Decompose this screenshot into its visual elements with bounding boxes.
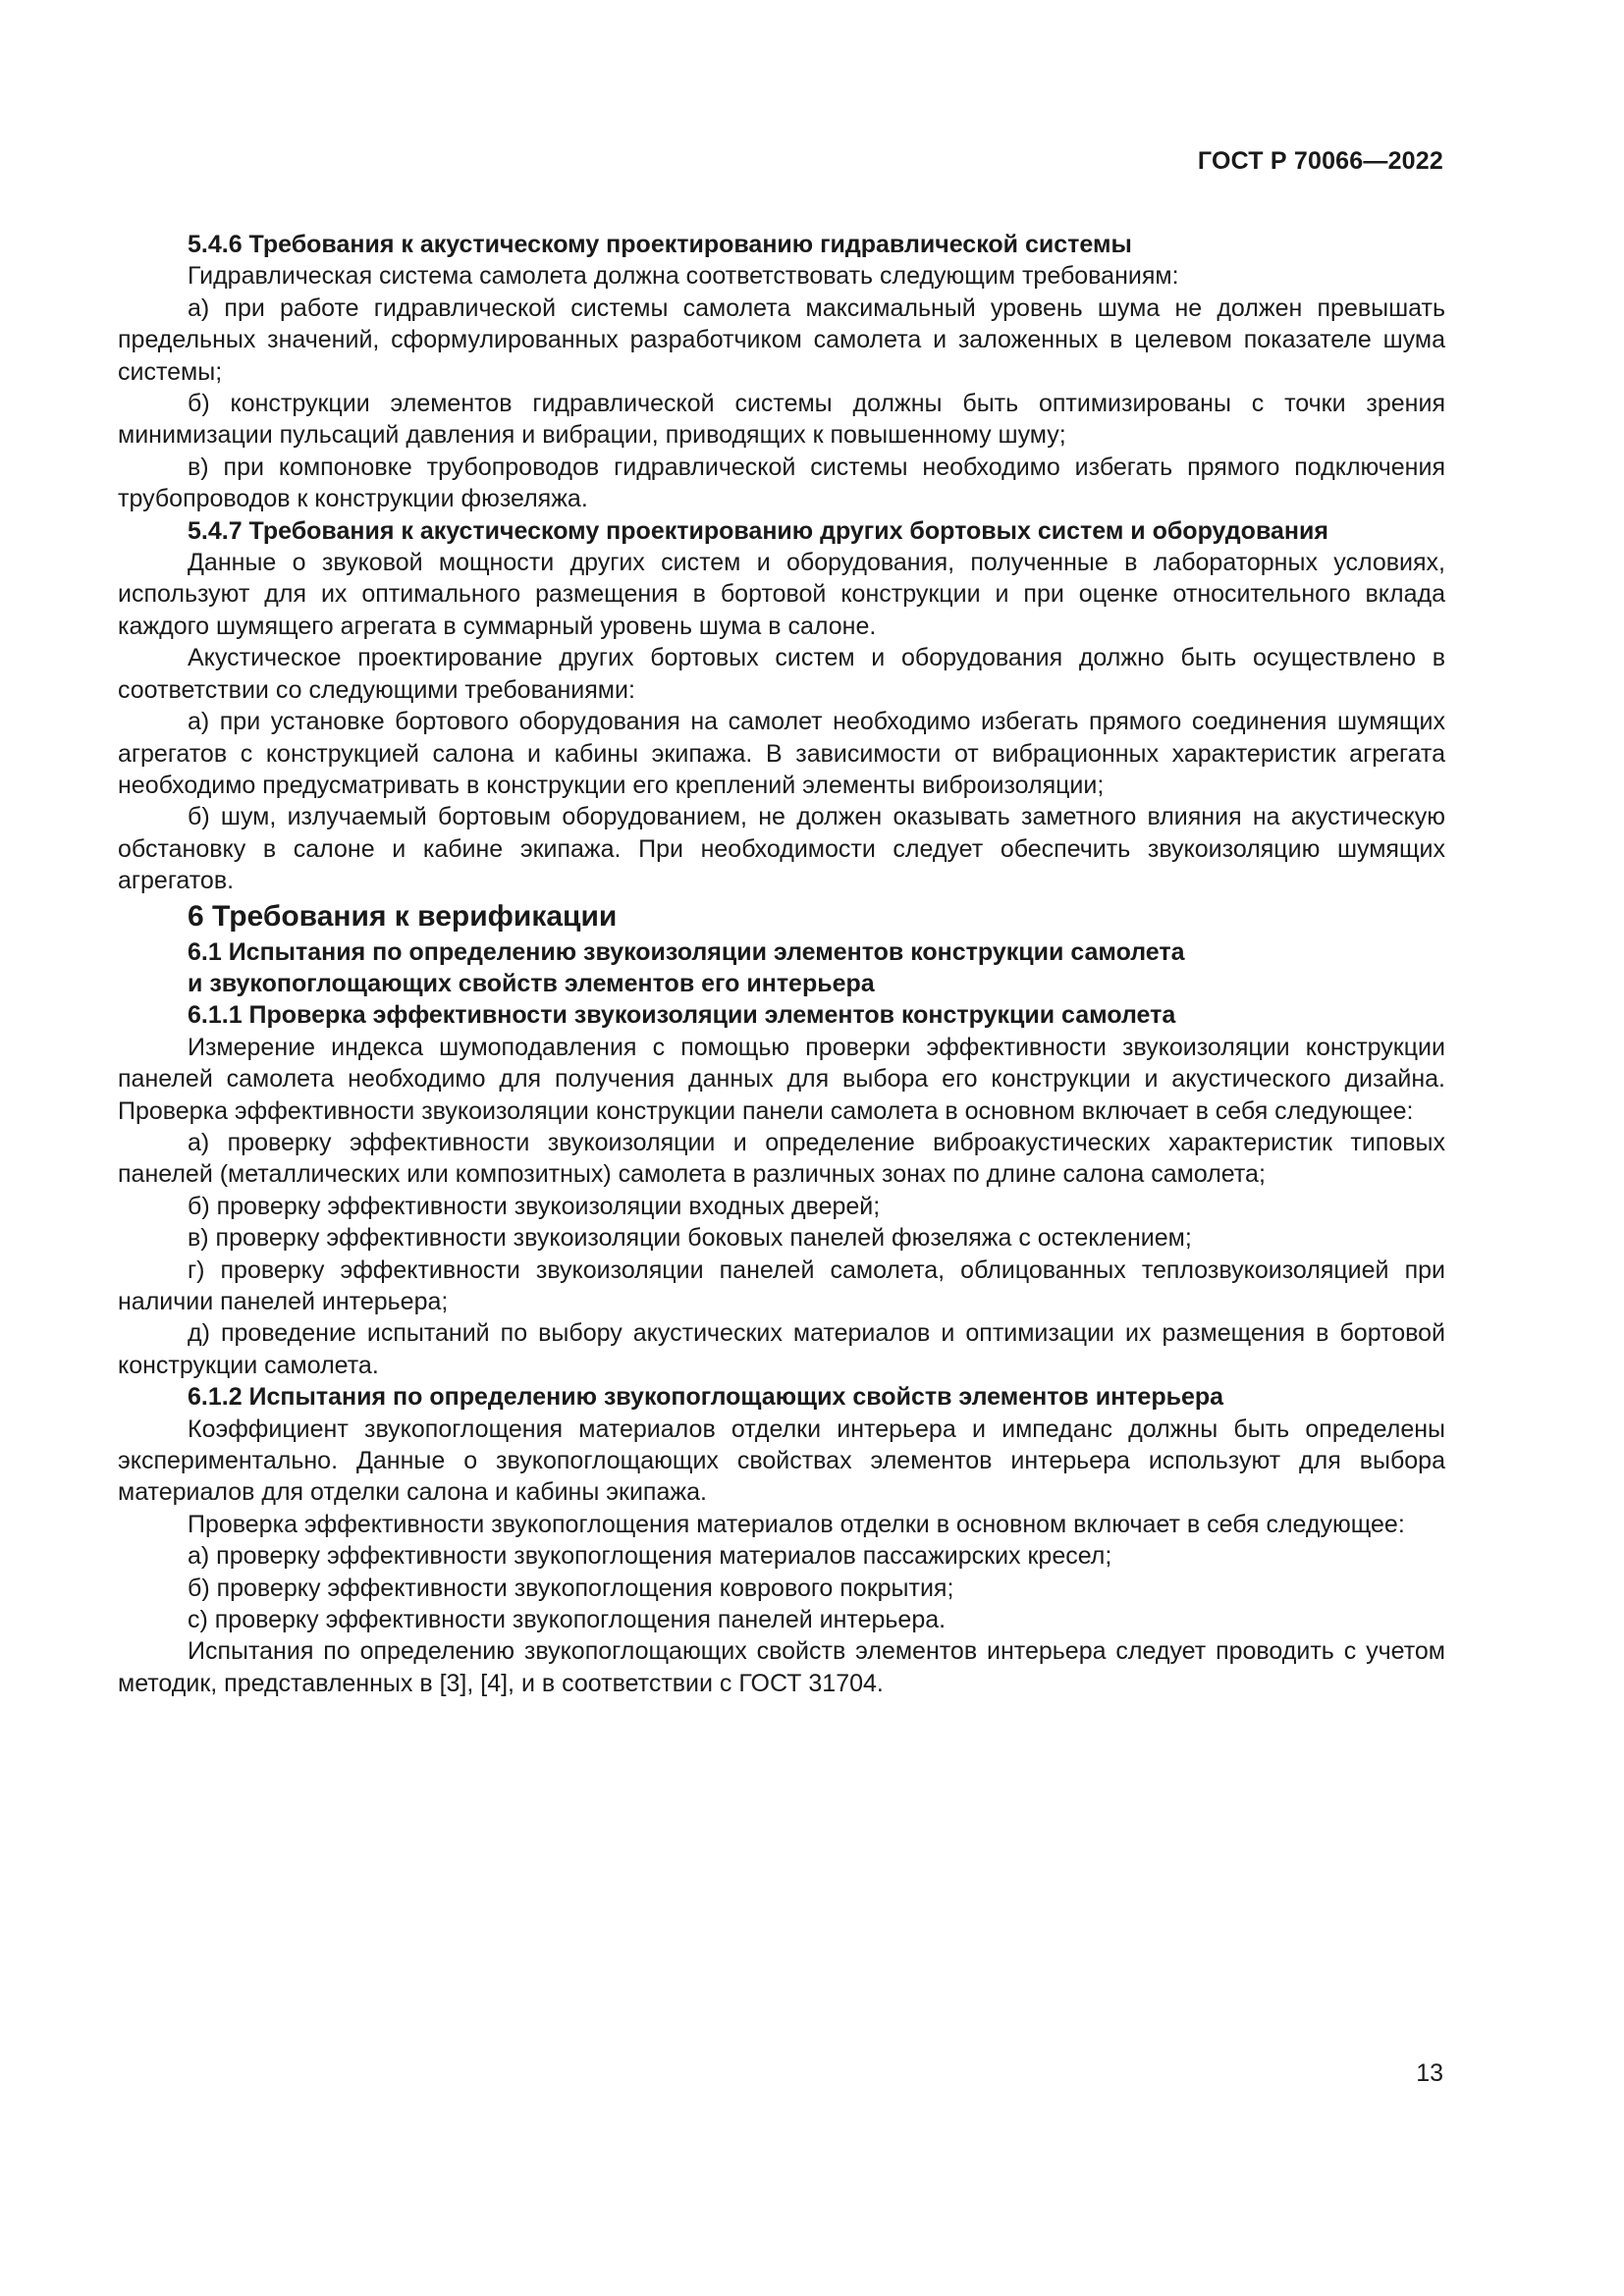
list-item: б) конструкции элементов гидравлической системы должны быть оптимизированы с точки зрения минимизации пульсаций давления и вибрации, приводящих к повышенному шуму;: [118, 390, 1445, 450]
paragraph: Гидравлическая система самолета должна соответствовать следующим требованиям:: [188, 262, 1179, 291]
list-item: в) при компоновке трубопроводов гидравлической системы необходимо избегать прямого подключения трубопроводов к конструкции фюзеляжа.: [118, 453, 1445, 513]
paragraph: Измерение индекса шумоподавления с помощью проверки эффективности звукоизоляции конструкции панелей самолета необходимо для получения данных для выбора его конструкции и акустического дизайна. Проверка эффективности звукоизоляции конструкции панели самолета в основном включает в себя следующее:: [118, 1033, 1445, 1125]
list-item: г) проверку эффективности звукоизоляции панелей самолета, облицованных теплозвукоизоляцией при наличии панелей интерьера;: [118, 1255, 1445, 1315]
page-number: 13: [1416, 2059, 1443, 2087]
heading-5-4-7: 5.4.7 Требования к акустическому проектированию других бортовых систем и оборудования: [188, 516, 1328, 545]
list-item: а) проверку эффективности звукопоглощения материалов пассажирских кресел;: [188, 1542, 1112, 1571]
list-item: а) проверку эффективности звукоизоляции и определение виброакустических характеристик типовых панелей (металлических или композитных) самолета в различных зонах по длине салона самолета;: [118, 1128, 1445, 1189]
paragraph: Данные о звуковой мощности других систем и оборудования, полученные в лабораторных условиях, используют для их оптимального размещения в бортовой конструкции и при оценке относительного вклада каждого шумящего агрегата в суммарный уровень шума в салоне.: [118, 549, 1445, 640]
heading-6-1-1: 6.1.1 Проверка эффективности звукоизоляции элементов конструкции самолета: [188, 1001, 1176, 1030]
heading-6-1-line1: 6.1 Испытания по определению звукоизоляции элементов конструкции самолета: [188, 937, 1185, 966]
paragraph: Акустическое проектирование других бортовых систем и оборудования должно быть осуществлено в соответствии со следующими требованиями:: [118, 644, 1445, 704]
list-item: б) проверку эффективности звукоизоляции входных дверей;: [188, 1192, 881, 1220]
paragraph: Коэффициент звукопоглощения материалов отделки интерьера и импеданс должны быть определены экспериментально. Данные о звукопоглощающих свойствах элементов интерьера используют для выбора материалов для отделки салона и кабины экипажа.: [118, 1415, 1445, 1507]
list-item: б) шум, излучаемый бортовым оборудованием, не должен оказывать заметного влияния на акустическую обстановку в салоне и кабине экипажа. При необходимости следует обеспечить звукоизоляцию шумящих агрегатов.: [118, 803, 1445, 895]
document-code: ГОСТ Р 70066—2022: [1197, 147, 1443, 175]
list-item: в) проверку эффективности звукоизоляции боковых панелей фюзеляжа с остеклением;: [188, 1224, 1192, 1253]
heading-5-4-6: 5.4.6 Требования к акустическому проектированию гидравлической системы: [188, 231, 1132, 258]
document-body: [118, 229, 1445, 1699]
list-item: а) при работе гидравлической системы самолета максимальный уровень шума не должен превышать предельных значений, сформулированных разработчиком самолета и заложенных в целевом показателе шума системы;: [118, 294, 1445, 386]
list-item: а) при установке бортового оборудования на самолет необходимо избегать прямого соединения шумящих агрегатов с конструкцией салона и кабины экипажа. В зависимости от вибрационных характеристик агрегата необходимо предусматривать в конструкции его креплений элементы виброизоляции;: [118, 708, 1445, 799]
heading-6-1-2: 6.1.2 Испытания по определению звукопоглощающих свойств элементов интерьера: [188, 1383, 1224, 1412]
heading-6-1: [118, 936, 1445, 1000]
paragraph: Испытания по определению звукопоглощающих свойств элементов интерьера следует проводить с учетом методик, представленных в [3], [4], и в соответствии с ГОСТ 31704.: [118, 1637, 1445, 1697]
list-item: б) проверку эффективности звукопоглощения коврового покрытия;: [188, 1574, 954, 1602]
heading-6-1-line2: и звукопоглощающих свойств элементов его интерьера: [188, 969, 875, 997]
heading-6: 6 Требования к верификации: [188, 899, 618, 933]
list-item: д) проведение испытаний по выбору акустических материалов и оптимизации их размещения в бортовой конструкции самолета.: [118, 1319, 1445, 1379]
paragraph: Проверка эффективности звукопоглощения материалов отделки в основном включает в себя следующее:: [188, 1510, 1405, 1538]
list-item: с) проверку эффективности звукопоглощения панелей интерьера.: [188, 1606, 947, 1634]
